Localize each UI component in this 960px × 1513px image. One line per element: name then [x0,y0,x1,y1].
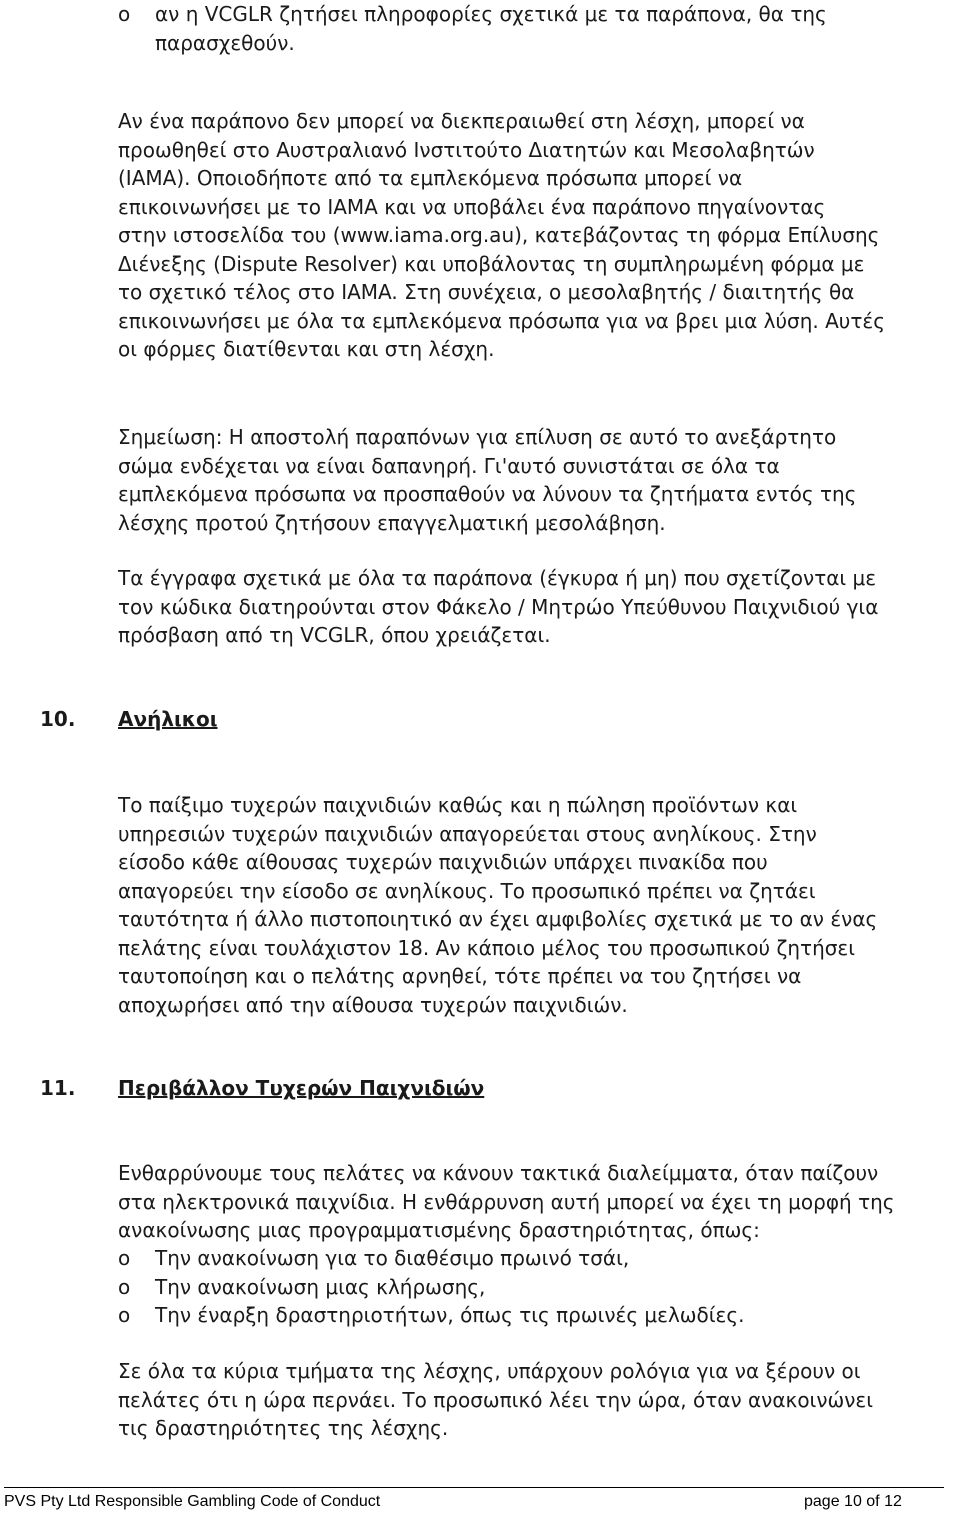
environment-intro [118,1159,938,1245]
text-line: (IAMA). Οποιοδήποτε από τα εμπλεκόμενα πρόσωπα μπορεί να [118,166,743,190]
text-line: στην ιστοσελίδα του (www.iama.org.au), κατεβάζοντας τη φόρμα Επίλυσης [118,223,880,247]
section-number: 10. [40,707,76,731]
minors-paragraph [118,791,938,1019]
text-line: ταυτότητα ή άλλο πιστοποιητικό αν έχει αμφιβολίες σχετικά με το αν ένας [118,907,878,931]
text-line: προωθηθεί στο Αυστραλιανό Ινστιτούτο Διατητών και Μεσολαβητών [118,137,815,162]
bullet-marker: o [118,1246,131,1270]
page-footer [4,1487,944,1510]
note-paragraph [118,423,938,537]
text-line: Διένεξης (Dispute Resolver) και υποβάλοντας τη συμπληρωμένη φόρμα με [118,251,865,276]
bullet-marker: o [118,1303,131,1327]
bullet-text: Την ανακοίνωση μιας κλήρωσης, [155,1274,486,1299]
clocks-paragraph [118,1357,938,1443]
text-line: λέσχης προτού ζητήσουν επαγγελματική μεσολάβηση. [118,510,666,535]
bullet-text [155,0,827,57]
section-number: 11. [40,1076,76,1100]
text-line: το σχετικό τέλος στο IAMA. Στη συνέχεια, ο μεσολαβητής / διαιτητής θα [118,280,855,304]
bullet-marker: o [118,2,131,26]
text-line: σώμα ενδέχεται να είναι δαπανηρή. Γι'αυτό συνιστάται σε όλα τα [118,453,780,478]
text-line: Ενθαρρύνουμε τους πελάτες να κάνουν τακτικά διαλείμματα, όταν παίζουν [118,1161,879,1185]
text-line: αν η VCGLR ζητήσει πληροφορίες σχετικά με τα παράπονα, θα της [155,2,827,26]
section-title: Περιβάλλον Τυχερών Παιχνιδιών [118,1076,485,1100]
bullet-marker: o [118,1274,131,1299]
text-line: οι φόρμες διατίθενται και στη λέσχη. [118,337,495,361]
text-line: Το παίξιμο τυχερών παιχνιδιών καθώς και η πώληση προϊόντων και [118,793,798,817]
text-line: Σε όλα τα κύρια τμήματα της λέσχης, υπάρχουν ρολόγια για να ξέρουν οι [118,1359,861,1383]
text-line: ταυτοποίηση και ο πελάτης αρνηθεί, τότε πρέπει να του ζητήσει να [118,964,802,988]
footer-document-title: PVS Pty Ltd Responsible Gambling Code of Conduct [4,1493,381,1510]
text-line: είσοδο κάθε αίθουσας τυχερών παιχνιδιών υπάρχει πινακίδα που [118,850,768,874]
text-line: αποχωρήσει από την αίθουσα τυχερών παιχνιδιών. [118,992,628,1017]
text-line: ανακοίνωσης μιας προγραμματισμένης δραστηριότητας, όπως: [118,1218,760,1242]
text-line: εμπλεκόμενα πρόσωπα να προσπαθούν να λύνουν τα ζητήματα εντός της [118,482,857,506]
bullet-text: Την έναρξη δραστηριοτήτων, όπως τις πρωινές μελωδίες. [155,1303,745,1327]
text-line: τον κώδικα διατηρούνται στον Φάκελο / Μητρώο Υπεύθυνου Παιχνιδιού για [118,594,879,619]
text-line: επικοινωνήσει με όλα τα εμπλεκόμενα πρόσωπα για να βρει μια λύση. Αυτές [118,308,885,333]
text-line: Τα έγγραφα σχετικά με όλα τα παράπονα (έγκυρα ή μη) που σχετίζονται με [118,566,877,590]
section-title: Ανήλικοι [118,707,218,731]
text-line: τις δραστηριότητες της λέσχης. [118,1416,449,1440]
text-line: Αν ένα παράπονο δεν μπορεί να διεκπεραιωθεί στη λέσχη, μπορεί να [118,109,805,133]
text-line: παρασχεθούν. [155,30,295,55]
text-line: Σημείωση: Η αποστολή παραπόνων για επίλυση σε αυτό το ανεξάρτητο [118,425,837,449]
footer-page-number: page 10 of 12 [804,1493,902,1510]
text-line: στα ηλεκτρονικά παιχνίδια. Η ενθάρρυνση αυτή μπορεί να έχει τη μορφή της [118,1189,895,1214]
text-line: υπηρεσιών τυχερών παιχνιδιών απαγορεύεται στους ανηλίκους. Στην [118,821,817,846]
text-line: πρόσβαση από τη VCGLR, όπου χρειάζεται. [118,623,551,647]
text-line: πελάτης είναι τουλάχιστον 18. Αν κάποιο μέλος του προσωπικού ζητήσει [118,935,855,960]
iama-paragraph [118,107,938,364]
bullet-text: Την ανακοίνωση για το διαθέσιμο πρωινό τσάι, [155,1246,630,1270]
text-line: επικοινωνήσει με το IAMA και να υποβάλει ένα παράπονο πηγαίνοντας [118,194,826,219]
text-line: πελάτες ότι η ώρα περνάει. Το προσωπικό λέει την ώρα, όταν ανακοινώνει [118,1387,873,1412]
text-line: απαγορεύει την είσοδο σε ανηλίκους. Το προσωπικό πρέπει να ζητάει [118,878,816,903]
records-paragraph [118,564,938,650]
